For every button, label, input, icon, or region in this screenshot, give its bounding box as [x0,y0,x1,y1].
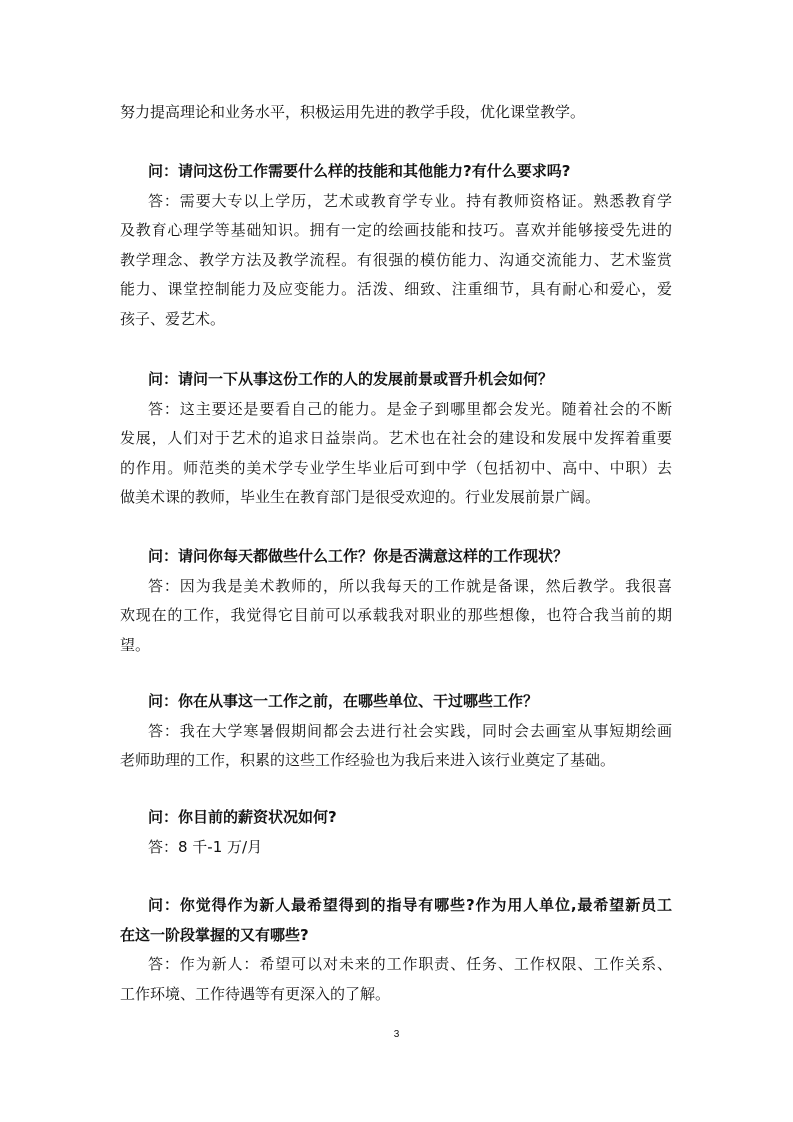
answer-line: 答：因为我是美术教师的，所以我每天的工作就是备课，然后教学。我很喜 [148,576,672,595]
qa-block-previous-work [120,687,672,776]
qa-block-prospects [120,365,672,513]
answer-line: 孩子、爱艺术。 [120,309,226,328]
answer-line: 的作用。师范类的美术学专业学生毕业后可到中学（包括初中、高中、中职）去 [120,458,672,477]
answer-line: 答：8 千-1 万/月 [148,837,263,856]
answer-line: 答：这主要还是要看自己的能力。是金子到哪里都会发光。随着社会的不断 [148,399,672,418]
qa-block-daily-work [120,542,672,660]
answer-line: 望。 [120,635,151,654]
question-line: 问：你在从事这一工作之前，在哪些单位、干过哪些工作？ [148,692,539,710]
qa-block-salary [120,803,672,862]
question-line: 在这一阶段掌握的又有哪些? [120,925,309,944]
answer-line: 老师助理的工作，积累的这些工作经验也为我后来进入该行业奠定了基础。 [120,751,616,770]
answer-line: 做美术课的教师，毕业生在教育部门是很受欢迎的。行业发展前景广阔。 [120,488,601,507]
answer-line: 教学理念、教学方法及教学流程。有很强的模仿能力、沟通交流能力、艺术鉴赏 [120,250,672,269]
answer-line: 欢现在的工作，我觉得它目前可以承载我对职业的那些想像，也符合我当前的期 [120,606,672,625]
intro-paragraph [120,98,672,128]
text-line: 努力提高理论和业务水平，积极运用先进的教学手段，优化课堂教学。 [120,103,586,121]
answer-line: 答：我在大学寒暑假期间都会去进行社会实践，同时会去画室从事短期绘画 [148,721,672,740]
answer-line: 答：需要大专以上学历，艺术或教育学专业。持有教师资格证。熟悉教育学 [148,191,672,210]
qa-block-skills [120,157,672,335]
question-line: 问：你目前的薪资状况如何? [148,808,337,826]
question-line: 问：你觉得作为新人最希望得到的指导有哪些?作为用人单位,最希望新员工 [148,896,672,914]
answer-line: 答：作为新人：希望可以对未来的工作职责、任务、工作权限、工作关系、 [148,955,672,974]
question-line: 问：请问你每天都做些什么工作？你是否满意这样的工作现状？ [148,547,569,565]
question-line: 问：请问这份工作需要什么样的技能和其他能力?有什么要求吗? [148,162,571,180]
answer-line: 发展，人们对于艺术的追求日益崇尚。艺术也在社会的建设和发展中发挥着重要 [120,429,672,448]
question-line: 问：请问一下从事这份工作的人的发展前景或晋升机会如何？ [148,370,554,388]
page-number: 3 [393,1029,400,1040]
answer-line: 工作环境、工作待遇等有更深入的了解。 [120,984,391,1003]
answer-line: 能力、课堂控制能力及应变能力。活泼、细致、注重细节，具有耐心和爱心，爱 [120,280,672,299]
answer-line: 及教育心理学等基础知识。拥有一定的绘画技能和技巧。喜欢并能够接受先进的 [120,221,672,240]
qa-block-guidance [120,891,672,1009]
